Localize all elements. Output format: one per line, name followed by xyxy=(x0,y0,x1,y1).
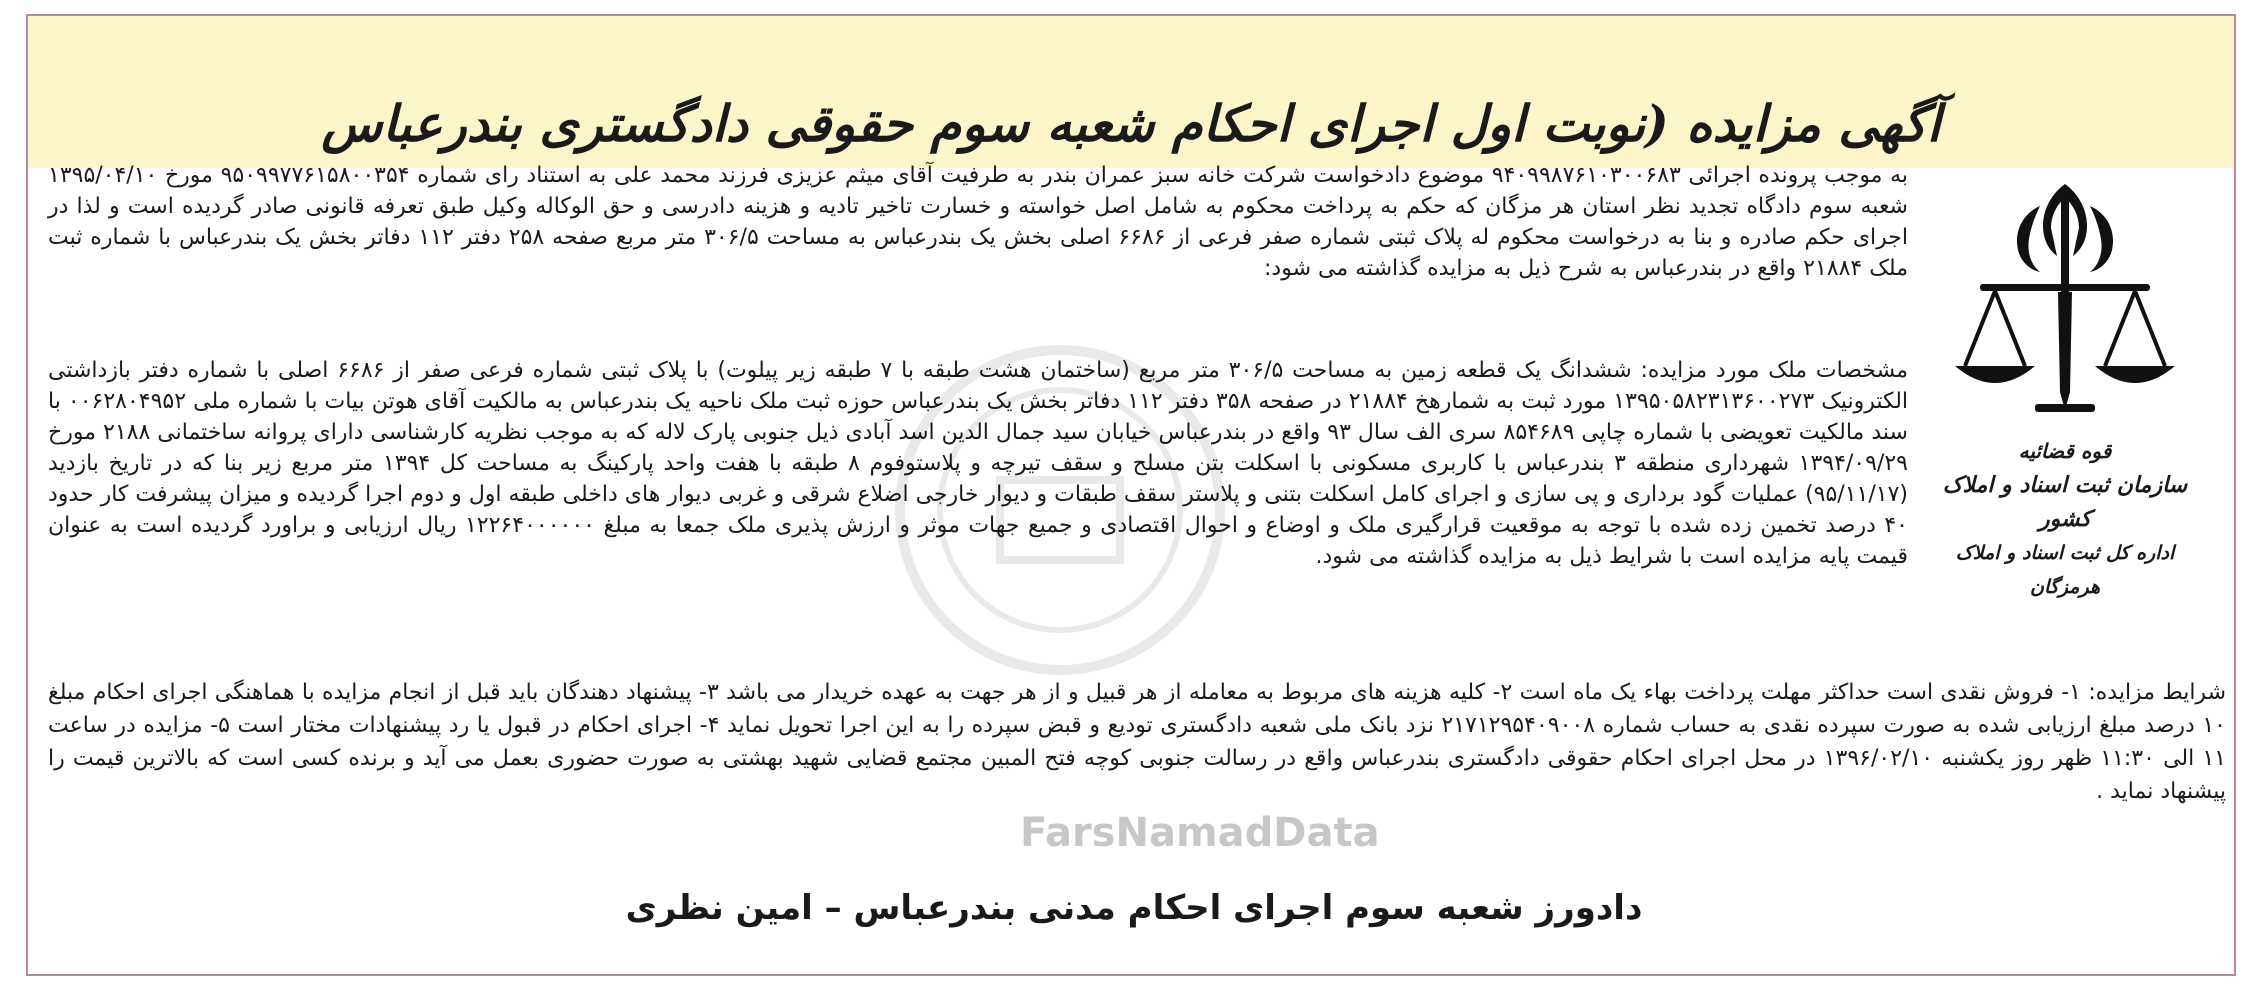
notice-paragraph-property: مشخصات ملک مورد مزایده: ششدانگ یک قطعه زمین به مساحت ۳۰۶/۵ متر مربع (ساختمان هشت طبقه با ۷ طبقه زیر پیلوت) با پلاک ثبتی شماره فرعی صفر از ۶۶۸۶ اصلی با شماره دفتر بازداشتی الکترونیک ۱۳۹۵۰۵۸۲۳۱۳۶۰۰۲۷۳ مورد ثبت به شمارهخ ۲۱۸۸۴ در صفحه ۳۵۸ دفتر ۱۱۲ دفاتر بخش یک بندرعباس حوزه ثبت ملک ناحیه یک بندرعباس به مالکیت آقای هوتن بیات با شماره ملی ۰۰۶۲۸۰۴۹۵۲ با سند مالکیت تعویضی با شماره چاپی ۸۵۴۶۸۹ سری الف سال ۹۳ واقع در بندرعباس خیابان سید جمال الدین اسد آبادی ذیل جنوبی پارک لاله که به موجب نظریه کارشناسی دارای پروانه ساختمانی ۲۱۸۸ مورخ ۱۳۹۴/۰۹/۲۹ شهرداری منطقه ۳ بندرعباس با کاربری مسکونی با اسکلت بتن مسلح و سقف تیرچه و پلاستوفوم ۸ طبقه با هفت واحد پارکینگ به مساحت کل ۱۳۹۴ متر مربع زیر بنا که در تاریخ بازدید (۹۵/۱۱/۱۷) عملیات گود برداری و پی سازی و اجرای کامل اسکلت بتنی و پلاستر سقف طبقات و دیوار خارجی اضلاع شرقی و غربی دیوار های داخلی طبقه اول و دوم اجرا گردیده و میزان پیشرفت کار حدود ۴۰ درصد تخمین زده شده با توجه به موقعیت قرارگیری ملک و اوضاع و احوال اقتصادی و جمیع جهات موثر و ارزش پذیری ملک جمعا به مبلغ ۱۲۲۶۴۰۰۰۰۰۰ ریال ارزیابی و براورد گردیده است به عنوان قیمت پایه مزایده است با شرایط ذیل به مزایده گذاشته می شود. xyxy=(48,358,1909,569)
notice-title: آگهی مزایده (نوبت اول اجرای احکام شعبه سوم حقوقی دادگستری بندرعباس xyxy=(321,94,1941,153)
emblem-block xyxy=(1930,176,2200,598)
notice-paragraph-case: به موجب پرونده اجرائی ۹۴۰۹۹۸۷۶۱۰۳۰۰۶۸۳ موضوع دادخواست شرکت خانه سبز عمران بندر به طرفیت آقای میثم عزیزی فرزند محمد علی به استناد رای شماره ۹۵۰۹۹۷۷۶۱۵۸۰۰۳۵۴ مورخ ۱۳۹۵/۰۴/۱۰ شعبه سوم دادگاه تجدید نظر استان هر مزگان که حکم به پرداخت محکوم به شامل اصل خواسته و خسارت تاخیر تادیه و هزینه دادرسی و حق الوکاله وکیل طبق تعرفه قانونی صادر گردیده است و لذا در اجرای حکم صادره و بنا به درخواست محکوم له پلاک ثبتی شماره صفر فرعی از ۶۶۸۶ اصلی بخش یک بندرعباس به مساحت ۳۰۶/۵ متر مربع صفحه ۲۵۸ دفتر ۱۱۲ دفاتر بخش یک بندرعباس با شماره ثبت ملک ۲۱۸۸۴ واقع در بندرعباس به شرح ذیل به مزایده گذاشته می شود: xyxy=(48,163,1909,281)
auction-conditions xyxy=(48,676,2226,808)
organization-caption xyxy=(1930,434,2200,604)
conditions-text: شرایط مزایده: ۱- فروش نقدی است حداکثر مهلت پرداخت بهاء یک ماه است ۲- کلیه هزینه های مربوط به معامله از هر قبیل و از هر جهت به عهده خریدار می باشد ۳- پیشنهاد دهندگان باید قبل از انجام مزایده با هماهنگی اجرای احکام مبلغ ۱۰ درصد مبلغ ارزیابی شده به صورت سپرده نقدی به حساب شماره ۲۱۷۱۲۹۵۴۰۹۰۰۸ نزد بانک ملی شعبه دادگستری تودیع و قبض سپرده را به این اجرا تحویل نماید ۴- اجرای احکام در قبول یا رد پیشنهادات مختار است ۵- مزایده در ساعت ۱۱ الی ۱۱:۳۰ ظهر روز یکشنبه ۱۳۹۶/۰۲/۱۰ در محل اجرای احکام حقوقی دادگستری بندرعباس واقع در رسالت جنوبی کوچه فتح المبین مجتمع قضایی شهید بهشتی به صورت حضوری بعمل می آید و برنده کسی است که بالاترین قیمت را پیشنهاد نماید . xyxy=(48,680,2227,804)
notice-body-property xyxy=(48,355,1908,572)
org-line-hormozgan: اداره کل ثبت اسناد و املاک هرمزگان xyxy=(1955,542,2175,598)
judiciary-scales-emblem-icon xyxy=(1940,176,2190,426)
watermark-text: FarsNamadData xyxy=(1020,810,1380,856)
signature-line: دادورز شعبه سوم اجرای احکام مدنی بندرعباس – امین نظری xyxy=(625,888,1643,928)
org-line-registry: سازمان ثبت اسناد و املاک کشور xyxy=(1942,472,2188,532)
notice-body xyxy=(48,160,1908,284)
org-line-judiciary: قوه قضائیه xyxy=(2018,439,2112,463)
